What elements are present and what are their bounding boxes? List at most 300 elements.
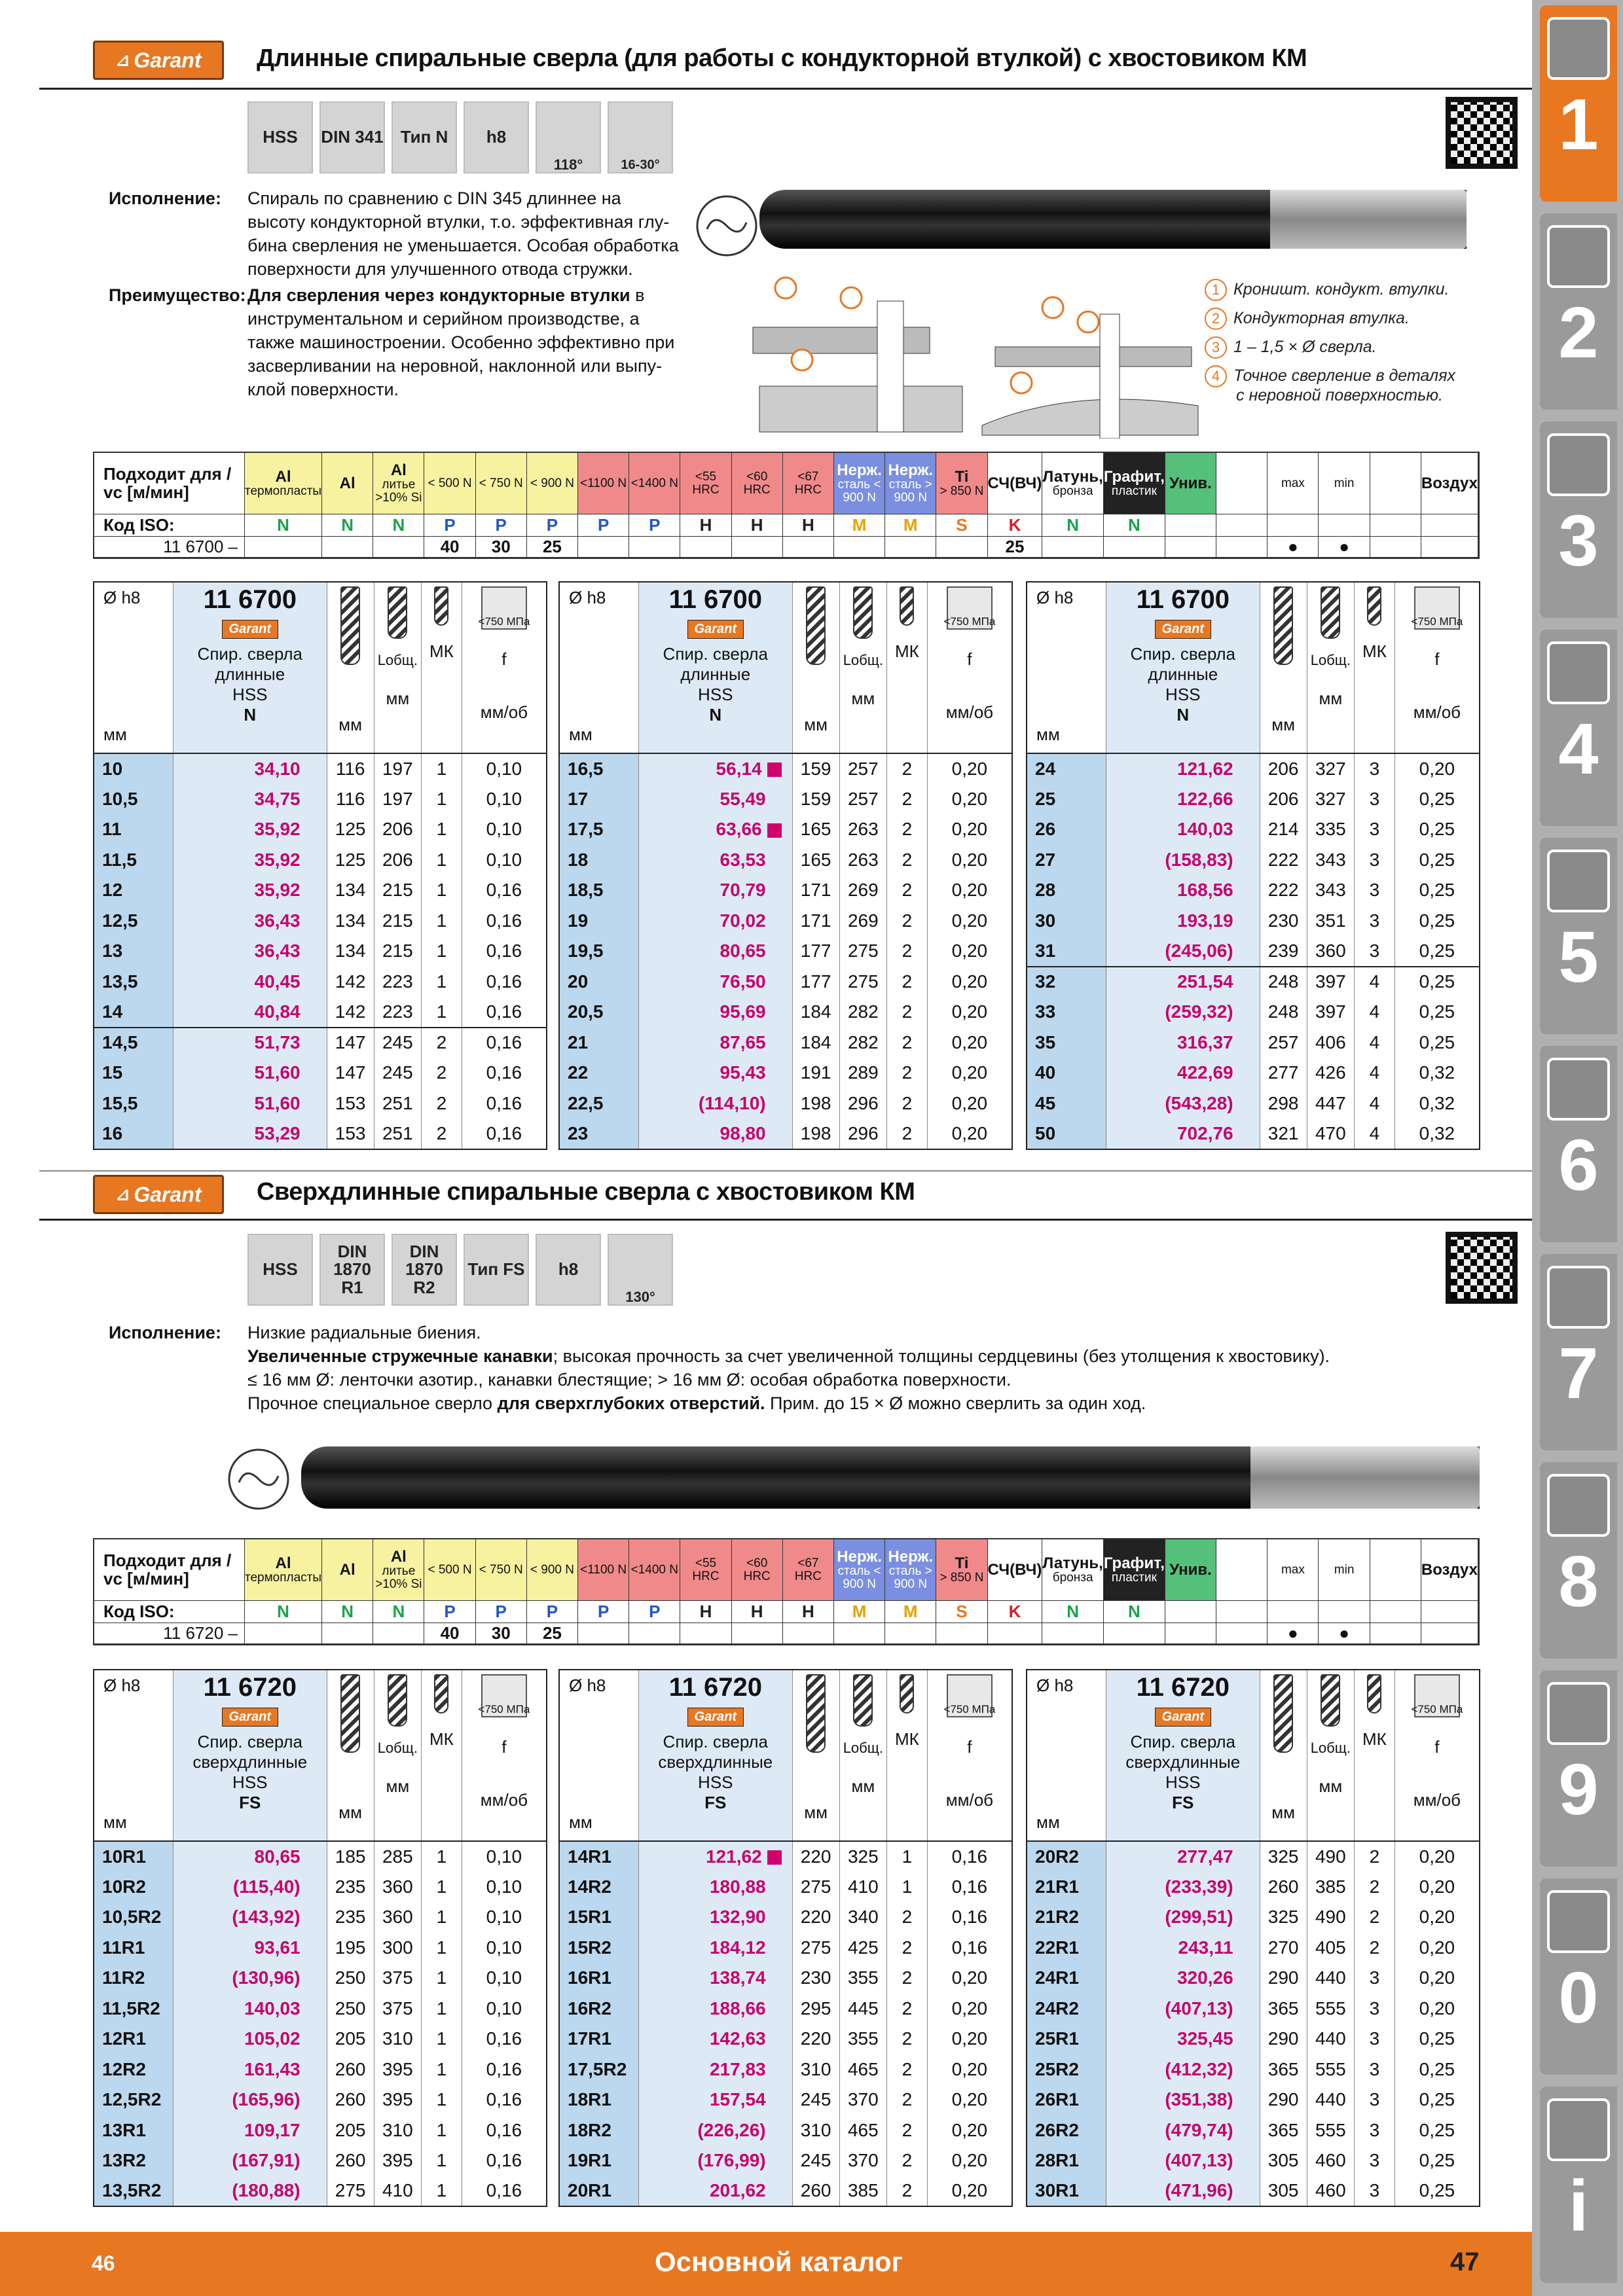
price-cell: 98,80 — [638, 1119, 792, 1149]
value-cell: 0,25 — [1395, 2054, 1480, 2085]
diameter-cell: 26R1 — [1027, 2085, 1106, 2115]
flute-length-icon — [806, 586, 826, 665]
value-cell: 360 — [374, 1902, 421, 1933]
diameter-cell: 18 — [559, 845, 638, 876]
diameter-cell: 40 — [1027, 1058, 1106, 1088]
table-row — [94, 967, 547, 997]
diameter-cell: 15,5 — [94, 1088, 173, 1119]
material-column-21 — [1370, 1539, 1421, 1601]
price-cell: 35,92 — [173, 875, 327, 906]
cross-section-icon — [226, 1446, 291, 1512]
value-cell: 2 — [1355, 1933, 1395, 1964]
value-cell: 460 — [1307, 2176, 1354, 2207]
price-cell: (143,92) — [173, 1902, 327, 1933]
price-cell: (543,28) — [1106, 1088, 1260, 1119]
diameter-cell: 35 — [1027, 1028, 1106, 1058]
value-cell: 195 — [327, 1933, 374, 1964]
advantage-label: Преимущество: — [109, 285, 246, 305]
value-cell: 3 — [1355, 1994, 1395, 2024]
table-row — [559, 1058, 1012, 1088]
value-cell: 0,16 — [462, 1088, 547, 1119]
value-cell: 4 — [1355, 997, 1395, 1028]
price-cell: (479,74) — [1106, 2115, 1260, 2146]
vc-cell — [1216, 537, 1267, 558]
chapter-tab-7[interactable] — [1540, 1254, 1617, 1450]
exec-line: Прочное специальное сверло для сверхглубоких отверстий. Прим. до 15 × Ø можно сверлить за один ход. — [247, 1393, 1146, 1413]
value-cell: 116 — [327, 753, 374, 784]
diameter-cell: 31 — [1027, 936, 1106, 967]
value-cell: 220 — [792, 1902, 839, 1933]
col-morse-taper: МК — [1355, 1670, 1395, 1841]
value-cell: 321 — [1260, 1119, 1307, 1149]
table-row — [94, 875, 547, 906]
material-column-19: max — [1267, 1539, 1319, 1601]
value-cell: 147 — [327, 1028, 374, 1058]
value-cell: 275 — [792, 1933, 839, 1964]
value-cell: 0,25 — [1395, 1028, 1480, 1058]
table-block-2 — [558, 581, 1013, 1150]
table-row — [94, 997, 547, 1028]
value-cell: 3 — [1355, 936, 1395, 967]
value-cell: 230 — [792, 1963, 839, 1994]
table-row — [1027, 967, 1480, 997]
value-cell: 0,20 — [927, 875, 1012, 906]
iso-code: N — [373, 1601, 424, 1623]
legend-item: 1 Кроништ. кондукт. втулки. — [1205, 275, 1455, 304]
value-cell: 0,25 — [1395, 997, 1480, 1028]
cross-section-icon — [694, 193, 759, 259]
table-row — [1027, 1872, 1480, 1903]
garant-logo: ⊿ Garant — [93, 1175, 224, 1214]
taper-icon — [434, 1674, 448, 1713]
price-cell: 63,53 — [638, 845, 792, 876]
col-total-length: Lобщ. мм — [1307, 1670, 1354, 1841]
flute-length-icon — [1273, 1674, 1293, 1753]
value-cell: 405 — [1307, 1933, 1354, 1964]
material-column-1: Al — [322, 453, 373, 514]
chapter-tab-5[interactable] — [1540, 838, 1617, 1034]
value-cell: 0,20 — [927, 2054, 1012, 2085]
iso-code: P — [578, 1601, 629, 1623]
value-cell: 0,16 — [462, 906, 547, 937]
qr-code-icon[interactable] — [1446, 1232, 1518, 1304]
value-cell: 205 — [327, 2024, 374, 2054]
value-cell: 0,16 — [462, 997, 547, 1028]
diameter-cell: 11,5R2 — [94, 1994, 173, 2024]
value-cell: 445 — [839, 1994, 886, 2024]
value-cell: 251 — [374, 1088, 421, 1119]
col-feed: <750 МПа f мм/об — [1395, 582, 1480, 753]
exec-line: Низкие радиальные биения. — [247, 1323, 481, 1342]
value-cell: 1 — [422, 997, 462, 1028]
iso-code: N — [1104, 514, 1165, 537]
chapter-tab-2[interactable] — [1540, 213, 1617, 410]
value-cell: 0,16 — [927, 1933, 1012, 1964]
table-row — [559, 2085, 1012, 2115]
chapter-tab-i[interactable] — [1540, 2087, 1617, 2283]
value-cell: 2 — [887, 2024, 928, 2054]
value-cell: 406 — [1307, 1028, 1354, 1058]
value-cell: 205 — [327, 2115, 374, 2146]
value-cell: 440 — [1307, 2024, 1354, 2054]
diameter-cell: 14R2 — [559, 1872, 638, 1903]
price-cell: 87,65 — [638, 1028, 792, 1058]
value-cell: 0,25 — [1395, 2085, 1480, 2115]
iso-code: H — [783, 514, 834, 537]
value-cell: 0,10 — [462, 1963, 547, 1994]
divider — [39, 1170, 1532, 1172]
product-code-row: 11 6700 – — [94, 537, 245, 558]
col-morse-taper: МК — [422, 582, 462, 753]
table-row — [1027, 2115, 1480, 2146]
legend-item: 2 Кондукторная втулка. — [1205, 304, 1455, 332]
iso-code: K — [988, 514, 1043, 537]
iso-code: P — [424, 514, 475, 537]
value-cell: 289 — [839, 1058, 886, 1088]
iso-code — [1267, 1601, 1319, 1623]
value-cell: 0,16 — [927, 1872, 1012, 1903]
diameter-cell: 21R1 — [1027, 1872, 1106, 1903]
value-cell: 2 — [887, 936, 928, 967]
flute-length-icon — [340, 1674, 360, 1753]
diameter-cell: 23 — [559, 1119, 638, 1149]
value-cell: 0,10 — [462, 1902, 547, 1933]
material-column-6: <1100 N — [578, 1539, 629, 1601]
material-column-0: Al термопласты — [245, 453, 322, 514]
taper-icon — [1367, 586, 1381, 626]
value-cell: 0,20 — [927, 2145, 1012, 2176]
value-cell: 2 — [887, 2176, 928, 2207]
diameter-cell: 11 — [94, 814, 173, 845]
value-cell: 220 — [792, 1841, 839, 1872]
value-cell: 555 — [1307, 1994, 1354, 2024]
diameter-cell: 19R1 — [559, 2145, 638, 2176]
value-cell: 3 — [1355, 814, 1395, 845]
material-column-22: Воздух — [1421, 1539, 1478, 1601]
value-cell: 0,20 — [927, 845, 1012, 876]
value-cell: 215 — [374, 906, 421, 937]
value-cell: 257 — [839, 784, 886, 815]
price-cell: (167,91) — [173, 2145, 327, 2176]
value-cell: 0,20 — [927, 1028, 1012, 1058]
flute-length-icon — [806, 1674, 826, 1753]
value-cell: 250 — [327, 1994, 374, 2024]
total-length-icon — [853, 1674, 873, 1727]
total-length-icon — [1321, 1674, 1340, 1727]
chapter-tab-1[interactable] — [1540, 5, 1617, 202]
divider — [39, 1219, 1532, 1221]
material-column-12: Нерж. сталь > 900 N — [885, 453, 936, 514]
vc-cell — [373, 1623, 424, 1644]
chapter-number: 0 — [1558, 1958, 1599, 2038]
value-cell: 245 — [792, 2145, 839, 2176]
vc-cell: 30 — [476, 537, 527, 558]
value-cell: 260 — [1260, 1872, 1307, 1903]
iso-code: P — [578, 514, 629, 537]
value-cell: 0,20 — [927, 1963, 1012, 1994]
material-column-19: max — [1267, 453, 1319, 514]
price-cell: 251,54 — [1106, 967, 1260, 997]
chapter-tab-4[interactable] — [1540, 630, 1617, 826]
table-row — [559, 1841, 1012, 1872]
diameter-cell: 22R1 — [1027, 1933, 1106, 1964]
diameter-cell: 15R2 — [559, 1933, 638, 1964]
value-cell: 410 — [839, 1872, 886, 1903]
value-cell: 365 — [1260, 2115, 1307, 2146]
price-cell: 277,47 — [1106, 1841, 1260, 1872]
iso-code — [1165, 1601, 1216, 1623]
col-diameter: Ø h8 мм — [1027, 582, 1106, 753]
value-cell: 440 — [1307, 2085, 1354, 2115]
value-cell: 214 — [1260, 814, 1307, 845]
price-cell: 40,45 — [173, 967, 327, 997]
value-cell: 153 — [327, 1119, 374, 1149]
advantage-bold: Для сверления через кондукторные втулки — [247, 285, 630, 305]
material-beam-icon: <750 МПа — [947, 1674, 993, 1717]
col-total-length: Lобщ. мм — [839, 1670, 886, 1841]
iso-code — [1216, 514, 1267, 537]
price-cell: 122,66 — [1106, 784, 1260, 815]
value-cell: 2 — [887, 967, 928, 997]
table-row — [559, 1119, 1012, 1149]
iso-code: H — [680, 514, 731, 537]
material-column-20: min — [1319, 453, 1370, 514]
value-cell: 3 — [1355, 906, 1395, 937]
value-cell: 340 — [839, 1902, 886, 1933]
value-cell: 206 — [1260, 753, 1307, 784]
chapter-icon — [1547, 1058, 1610, 1121]
material-column-13: Ti > 850 N — [936, 1539, 987, 1601]
col-product: 11 6700 Garant Спир. сверла длинные HSS N — [638, 582, 792, 753]
value-cell: 410 — [374, 2176, 421, 2207]
value-cell: 1 — [422, 2085, 462, 2115]
price-cell: 105,02 — [173, 2024, 327, 2054]
value-cell: 2 — [887, 906, 928, 937]
price-cell: 184,12 — [638, 1933, 792, 1964]
vc-cell — [245, 1623, 322, 1644]
table-row — [1027, 1119, 1480, 1149]
value-cell: 159 — [792, 784, 839, 815]
vc-cell — [1104, 537, 1165, 558]
value-cell: 290 — [1260, 2085, 1307, 2115]
value-cell: 3 — [1355, 2176, 1395, 2207]
table-row — [559, 875, 1012, 906]
fit-label: Подходит для / vc [м/мин] — [94, 453, 245, 514]
table-row — [559, 2115, 1012, 2146]
value-cell: 0,32 — [1395, 1058, 1480, 1088]
vc-cell: 30 — [476, 1623, 527, 1644]
table-row — [1027, 2176, 1480, 2207]
vc-cell — [834, 1623, 885, 1644]
value-cell: 235 — [327, 1872, 374, 1903]
table-row — [94, 784, 547, 815]
value-cell: 269 — [839, 875, 886, 906]
chapter-icon — [1547, 1474, 1610, 1537]
value-cell: 2 — [887, 1088, 928, 1119]
iso-code — [1319, 514, 1370, 537]
price-cell: (158,83) — [1106, 845, 1260, 876]
chapter-tab-9[interactable] — [1540, 1670, 1617, 1867]
table-row — [1027, 875, 1480, 906]
value-cell: 223 — [374, 997, 421, 1028]
value-cell: 1 — [422, 2145, 462, 2176]
taper-icon — [1367, 1674, 1381, 1713]
value-cell: 206 — [374, 814, 421, 845]
value-cell: 2 — [887, 2145, 928, 2176]
table-row — [94, 1994, 547, 2024]
value-cell: 1 — [422, 2115, 462, 2146]
diameter-cell: 10,5 — [94, 784, 173, 815]
iso-code: N — [1042, 514, 1103, 537]
diameter-cell: 15 — [94, 1058, 173, 1088]
value-cell: 0,20 — [927, 997, 1012, 1028]
table-row — [94, 2176, 547, 2207]
col-flute-length: мм — [327, 582, 374, 753]
vc-cell — [936, 537, 987, 558]
point-angle-icon: 130° — [608, 1234, 673, 1306]
chapter-icon — [1547, 1266, 1610, 1329]
price-cell: 55,49 — [638, 784, 792, 815]
material-column-3: < 500 N — [424, 1539, 475, 1601]
legend-item: 4 Точное сверление в деталях — [1205, 361, 1455, 390]
value-cell: 230 — [1260, 906, 1307, 937]
value-cell: 0,25 — [1395, 2024, 1480, 2054]
value-cell: 2 — [1355, 1872, 1395, 1903]
iso-code — [1421, 1601, 1478, 1623]
vc-cell: 25 — [988, 537, 1043, 558]
value-cell: 355 — [839, 2024, 886, 2054]
section-title-long-drills: Длинные спиральные сверла (для работы с кондукторной втулкой) с хвостовиком КМ — [257, 45, 1307, 72]
value-cell: 3 — [1355, 2024, 1395, 2054]
diameter-cell: 28 — [1027, 875, 1106, 906]
value-cell: 4 — [1355, 1028, 1395, 1058]
table-row — [559, 2176, 1012, 2207]
table-block-2 — [558, 1669, 1013, 2207]
price-cell: 95,69 — [638, 997, 792, 1028]
price-cell: 702,76 — [1106, 1119, 1260, 1149]
value-cell: 397 — [1307, 997, 1354, 1028]
value-cell: 290 — [1260, 1963, 1307, 1994]
qr-code-icon[interactable] — [1446, 97, 1518, 169]
table-row — [559, 997, 1012, 1028]
price-cell: (351,38) — [1106, 2085, 1260, 2115]
material-column-20: min — [1319, 1539, 1370, 1601]
value-cell: 248 — [1260, 967, 1307, 997]
value-cell: 1 — [422, 875, 462, 906]
value-cell: 134 — [327, 906, 374, 937]
diameter-cell: 14R1 — [559, 1841, 638, 1872]
material-column-16: Графит, пластик — [1104, 1539, 1165, 1601]
table-row — [94, 906, 547, 937]
chapter-tab-3[interactable] — [1540, 422, 1617, 618]
table-block-1 — [93, 1669, 547, 2207]
value-cell: 370 — [839, 2145, 886, 2176]
col-flute-length: мм — [1260, 1670, 1307, 1841]
chapter-tab-0[interactable] — [1540, 1878, 1617, 2075]
table-row — [559, 1028, 1012, 1058]
table-row — [1027, 1841, 1480, 1872]
table-row — [559, 753, 1012, 784]
diameter-cell: 17R1 — [559, 2024, 638, 2054]
value-cell: 0,20 — [1395, 1841, 1480, 1872]
iso-code: H — [783, 1601, 834, 1623]
value-cell: 0,20 — [927, 2024, 1012, 2054]
vc-cell — [1421, 1623, 1478, 1644]
value-cell: 0,20 — [1395, 1963, 1480, 1994]
value-cell: 360 — [1307, 936, 1354, 967]
badge-hss: HSS — [247, 1234, 313, 1306]
diameter-cell: 28R1 — [1027, 2145, 1106, 2176]
col-product: 11 6720 Garant Спир. сверла сверхдлинные HSS FS — [1106, 1670, 1260, 1841]
vc-cell — [245, 537, 322, 558]
chapter-number: 1 — [1558, 84, 1599, 165]
col-product: 11 6700 Garant Спир. сверла длинные HSS N — [173, 582, 327, 753]
iso-code: N — [322, 514, 373, 537]
price-cell: 109,17 — [173, 2115, 327, 2146]
diameter-cell: 18R1 — [559, 2085, 638, 2115]
chapter-number: 2 — [1558, 293, 1599, 373]
table-row — [559, 1994, 1012, 2024]
table-row — [94, 1841, 547, 1872]
diameter-cell: 15R1 — [559, 1902, 638, 1933]
price-cell: 121,62 — [1106, 753, 1260, 784]
col-product: 11 6720 Garant Спир. сверла сверхдлинные HSS FS — [638, 1670, 792, 1841]
value-cell: 2 — [887, 2115, 928, 2146]
value-cell: 171 — [792, 906, 839, 937]
chapter-tab-8[interactable] — [1540, 1462, 1617, 1659]
chapter-tab-6[interactable] — [1540, 1046, 1617, 1242]
diameter-cell: 13,5R2 — [94, 2176, 173, 2207]
material-column-4: < 750 N — [476, 453, 527, 514]
vc-cell — [783, 1623, 834, 1644]
value-cell: 2 — [1355, 1902, 1395, 1933]
table-row — [559, 1933, 1012, 1964]
chapter-number: 3 — [1558, 501, 1599, 581]
table-row — [1027, 1088, 1480, 1119]
diameter-cell: 32 — [1027, 967, 1106, 997]
value-cell: 3 — [1355, 2085, 1395, 2115]
iso-code — [1370, 1601, 1421, 1623]
col-diameter: Ø h8 мм — [559, 582, 638, 753]
value-cell: 270 — [1260, 1933, 1307, 1964]
value-cell: 0,16 — [462, 2054, 547, 2085]
value-cell: 2 — [1355, 1841, 1395, 1872]
diagram-legend — [1205, 275, 1455, 410]
diameter-cell: 16R2 — [559, 1994, 638, 2024]
value-cell: 1 — [422, 1963, 462, 1994]
chapter-number: i — [1568, 2166, 1589, 2246]
diameter-cell: 18,5 — [559, 875, 638, 906]
value-cell: 325 — [839, 1841, 886, 1872]
table-row — [1027, 1028, 1480, 1058]
exec-line: Увеличенные стружечные канавки; высокая прочность за счет увеличенной толщины сердцевины (без утолщения к хвостовику). — [247, 1346, 1330, 1366]
value-cell: 0,16 — [462, 2176, 547, 2207]
material-column-9: <60 HRC — [732, 453, 783, 514]
value-cell: 395 — [374, 2085, 421, 2115]
material-column-0: Al термопласты — [245, 1539, 322, 1601]
value-cell: 305 — [1260, 2176, 1307, 2207]
chapter-number: 4 — [1558, 709, 1599, 789]
iso-code: P — [476, 1601, 527, 1623]
chapter-number: 6 — [1558, 1125, 1599, 1206]
diameter-cell: 10,5R2 — [94, 1902, 173, 1933]
price-cell: 121,62 — [638, 1841, 792, 1872]
iso-code: H — [680, 1601, 731, 1623]
vc-cell — [1042, 537, 1103, 558]
table-row — [94, 936, 547, 967]
iso-code: S — [936, 514, 987, 537]
iso-code — [1370, 514, 1421, 537]
